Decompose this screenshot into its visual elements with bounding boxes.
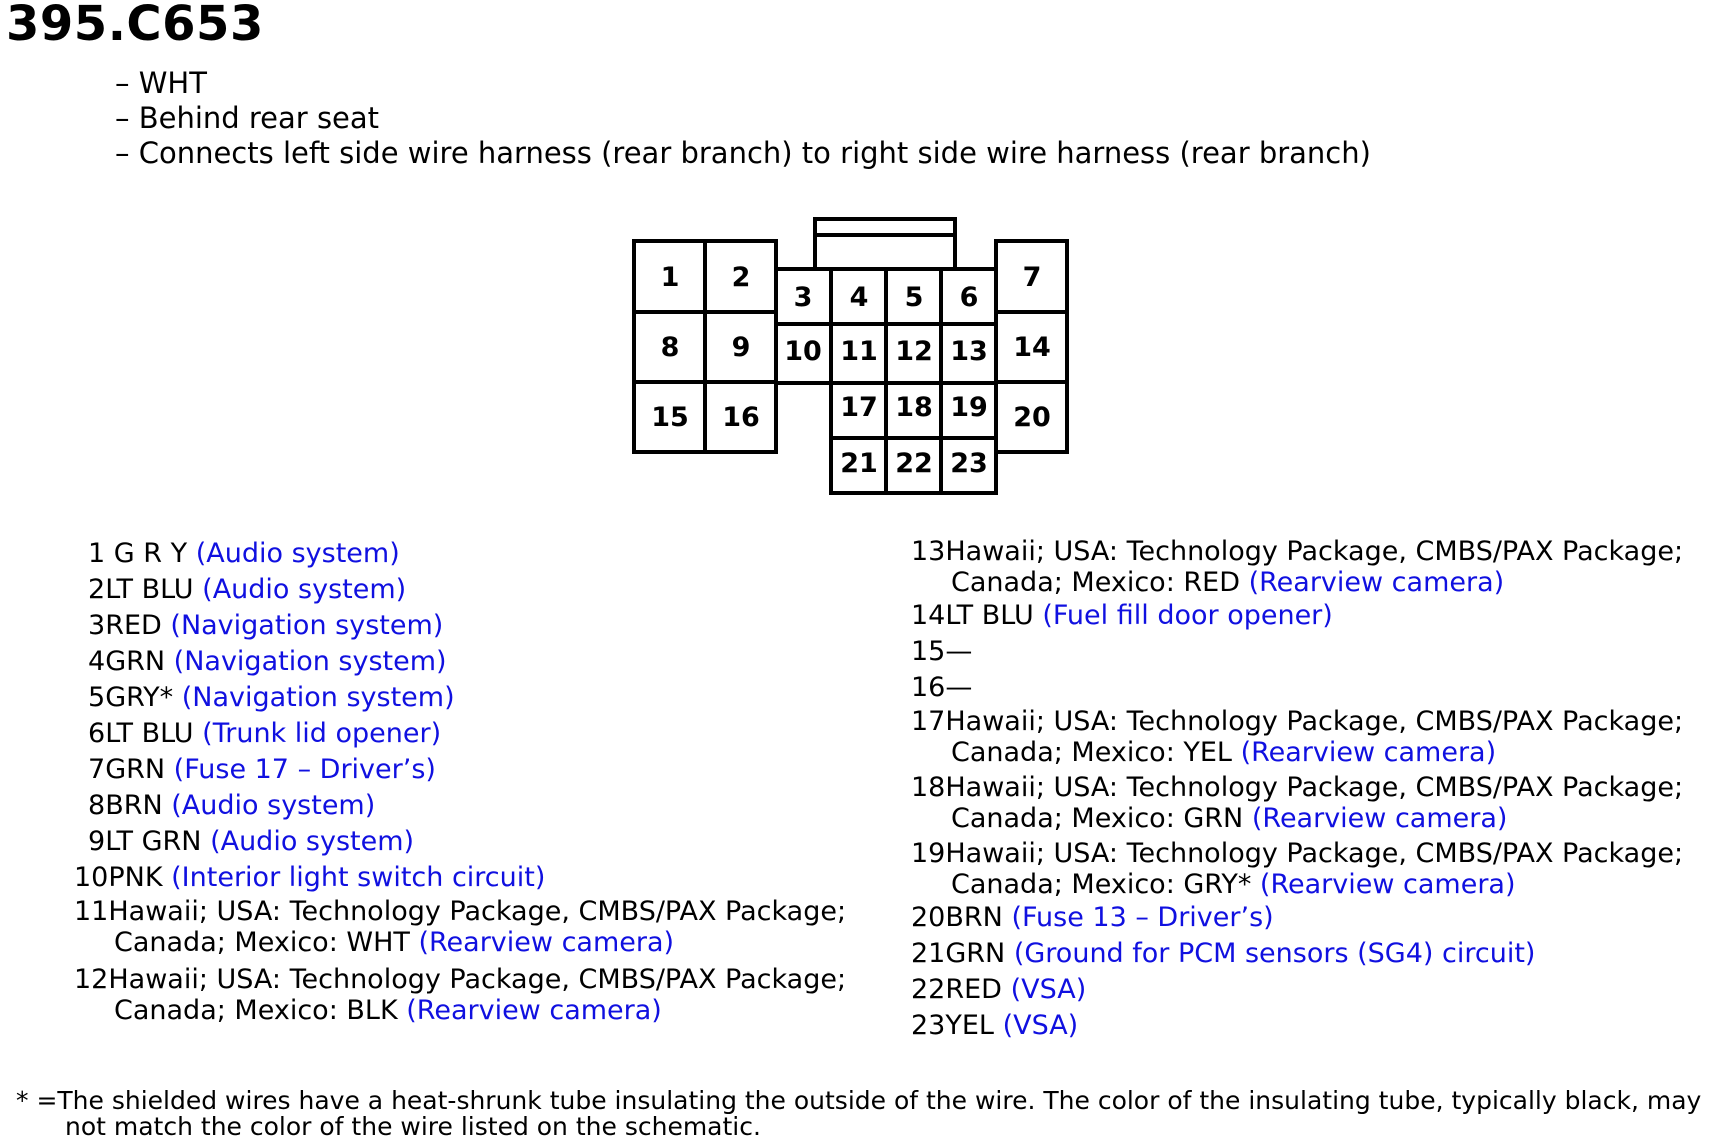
pin-cell-14: 14 (1013, 332, 1051, 363)
wire-color: — (945, 636, 973, 667)
pin-number: 11 (74, 896, 109, 927)
pin-function: (Fuse 13 – Driver’s) (1011, 902, 1274, 933)
pin-cell-20: 20 (1013, 402, 1051, 433)
pin-function: (Audio system) (195, 538, 400, 569)
footnote (16, 1088, 1701, 1140)
wire-color: Hawaii; USA: Technology Package, CMBS/PAX Package; (108, 964, 847, 995)
pin-row-12 (74, 964, 846, 1026)
pin-number: 9 (88, 826, 106, 857)
pin-cell-21: 21 (840, 448, 878, 479)
pin-row-18 (911, 772, 1683, 834)
pin-row-5 (74, 680, 846, 716)
pin-row-19 (911, 838, 1683, 900)
wire-color: GRN (105, 754, 166, 785)
pin-number: 23 (911, 1010, 946, 1041)
pin-cell-2: 2 (731, 262, 751, 293)
pin-function: (Audio system) (202, 574, 407, 605)
pin-list-right (911, 536, 1683, 1044)
pin-number: 15 (911, 636, 946, 667)
pin-function: (Fuel fill door opener) (1042, 600, 1333, 631)
pin-row-8 (74, 788, 846, 824)
wire-color: G R Y (113, 538, 188, 569)
pin-cell-16: 16 (722, 402, 760, 433)
pin-function: (Navigation system) (170, 610, 444, 641)
pin-function: (Audio system) (171, 790, 376, 821)
info-color: – WHT (115, 66, 207, 100)
pin-number: 20 (911, 902, 946, 933)
pin-function: (Rearview camera) (1240, 737, 1497, 768)
pin-function: (Fuse 17 – Driver’s) (173, 754, 436, 785)
pin-function: (VSA) (1010, 974, 1087, 1005)
pin-number: 10 (74, 862, 109, 893)
pin-number: 17 (911, 706, 946, 737)
wire-color: Hawaii; USA: Technology Package, CMBS/PAX Package; (945, 706, 1684, 737)
wire-color: PNK (108, 862, 163, 893)
wire-color: RED (945, 974, 1002, 1005)
pin-row-10 (74, 860, 846, 896)
wire-color-cont: Canada; Mexico: BLK (114, 995, 398, 1026)
pin-function: (Rearview camera) (1248, 567, 1505, 598)
pin-number: 18 (911, 772, 946, 803)
wire-color: Hawaii; USA: Technology Package, CMBS/PAX Package; (945, 838, 1684, 869)
page-title: 395.C653 (6, 0, 264, 52)
pin-cell-17: 17 (840, 392, 878, 423)
pin-function: (Rearview camera) (406, 995, 662, 1026)
pin-row-20 (911, 900, 1683, 936)
wire-color: GRN (945, 938, 1006, 969)
pin-function: (Audio system) (210, 826, 415, 857)
wire-color-cont: Canada; Mexico: YEL (951, 737, 1232, 768)
pin-function: (Rearview camera) (1259, 869, 1516, 900)
pin-row-2 (74, 572, 846, 608)
wire-color: Hawaii; USA: Technology Package, CMBS/PAX Package; (945, 772, 1684, 803)
pin-cell-10: 10 (784, 336, 822, 367)
pin-function: (Ground for PCM sensors (SG4) circuit) (1013, 938, 1536, 969)
wire-color-cont: Canada; Mexico: GRY* (951, 869, 1252, 900)
pin-row-21 (911, 936, 1683, 972)
pin-cell-15: 15 (651, 402, 689, 433)
wire-color: LT BLU (105, 574, 194, 605)
wire-color: LT BLU (945, 600, 1034, 631)
wire-color: Hawaii; USA: Technology Package, CMBS/PAX Package; (945, 536, 1684, 567)
pin-cell-8: 8 (660, 332, 680, 363)
pin-cell-6: 6 (959, 282, 979, 313)
wire-color: BRN (945, 902, 1003, 933)
pin-number: 22 (911, 974, 946, 1005)
pin-row-11 (74, 896, 846, 958)
pin-cell-19: 19 (950, 392, 988, 423)
wire-color: LT BLU (105, 718, 194, 749)
pin-row-1 (74, 536, 846, 572)
pin-number: 13 (911, 536, 946, 567)
pin-number: 19 (911, 838, 946, 869)
pin-cell-22: 22 (895, 448, 933, 479)
pin-row-23 (911, 1008, 1683, 1044)
pin-row-6 (74, 716, 846, 752)
pin-cell-23: 23 (950, 448, 988, 479)
pin-number: 2 (88, 574, 106, 605)
pin-function: (Rearview camera) (1251, 803, 1508, 834)
pin-function: (Navigation system) (173, 646, 447, 677)
pin-cell-7: 7 (1022, 262, 1042, 293)
pin-number: 7 (88, 754, 106, 785)
info-description: – Connects left side wire harness (rear branch) to right side wire harness (rear branch) (115, 136, 1371, 170)
footnote-line-1: * =The shielded wires have a heat-shrunk tube insulating the outside of the wire. The color of the insulating tube, typically black, may (16, 1086, 1702, 1115)
pin-cell-11: 11 (840, 336, 878, 367)
pin-function: (Rearview camera) (418, 927, 675, 958)
pin-cell-18: 18 (895, 392, 933, 423)
pin-row-3 (74, 608, 846, 644)
wire-color-cont: Canada; Mexico: RED (951, 567, 1240, 598)
pin-function: (Trunk lid opener) (202, 718, 442, 749)
pin-number: 8 (88, 790, 106, 821)
wire-color-cont: Canada; Mexico: WHT (114, 927, 410, 958)
pin-cell-1: 1 (660, 262, 680, 293)
pin-function: (VSA) (1002, 1010, 1079, 1041)
pin-row-16 (911, 670, 1683, 706)
pin-row-22 (911, 972, 1683, 1008)
pin-number: 16 (911, 672, 946, 703)
pin-number: 12 (74, 964, 109, 995)
pin-number: 14 (911, 600, 946, 631)
pin-number: 4 (88, 646, 106, 677)
pin-cell-13: 13 (950, 336, 988, 367)
pin-row-17 (911, 706, 1683, 768)
pin-cell-3: 3 (793, 282, 813, 313)
pin-row-7 (74, 752, 846, 788)
pin-row-4 (74, 644, 846, 680)
wire-color: LT GRN (105, 826, 202, 857)
wire-color: — (945, 672, 973, 703)
wire-color: RED (105, 610, 162, 641)
pin-function: (Interior light switch circuit) (171, 862, 546, 893)
wire-color-cont: Canada; Mexico: GRN (951, 803, 1244, 834)
wire-color: Hawaii; USA: Technology Package, CMBS/PAX Package; (108, 896, 847, 927)
wire-color: GRN (105, 646, 166, 677)
pin-list-left (74, 536, 846, 1026)
wire-color: BRN (105, 790, 163, 821)
pin-cell-9: 9 (731, 332, 751, 363)
pin-number: 5 (88, 682, 106, 713)
pin-function: (Navigation system) (181, 682, 455, 713)
info-location: – Behind rear seat (115, 101, 380, 135)
pin-row-13 (911, 536, 1683, 598)
pin-cell-5: 5 (904, 282, 924, 313)
pin-row-15 (911, 634, 1683, 670)
pin-cell-12: 12 (895, 336, 933, 367)
pin-number: 3 (88, 610, 106, 641)
pin-row-14 (911, 598, 1683, 634)
footnote-line-2: not match the color of the wire listed on the schematic. (65, 1112, 761, 1141)
wire-color: YEL (945, 1010, 994, 1041)
pin-number: 6 (88, 718, 106, 749)
wire-color: GRY* (105, 682, 174, 713)
pin-number: 21 (911, 938, 946, 969)
pin-cell-4: 4 (849, 282, 869, 313)
pin-number: 1 (88, 538, 106, 569)
pin-row-9 (74, 824, 846, 860)
